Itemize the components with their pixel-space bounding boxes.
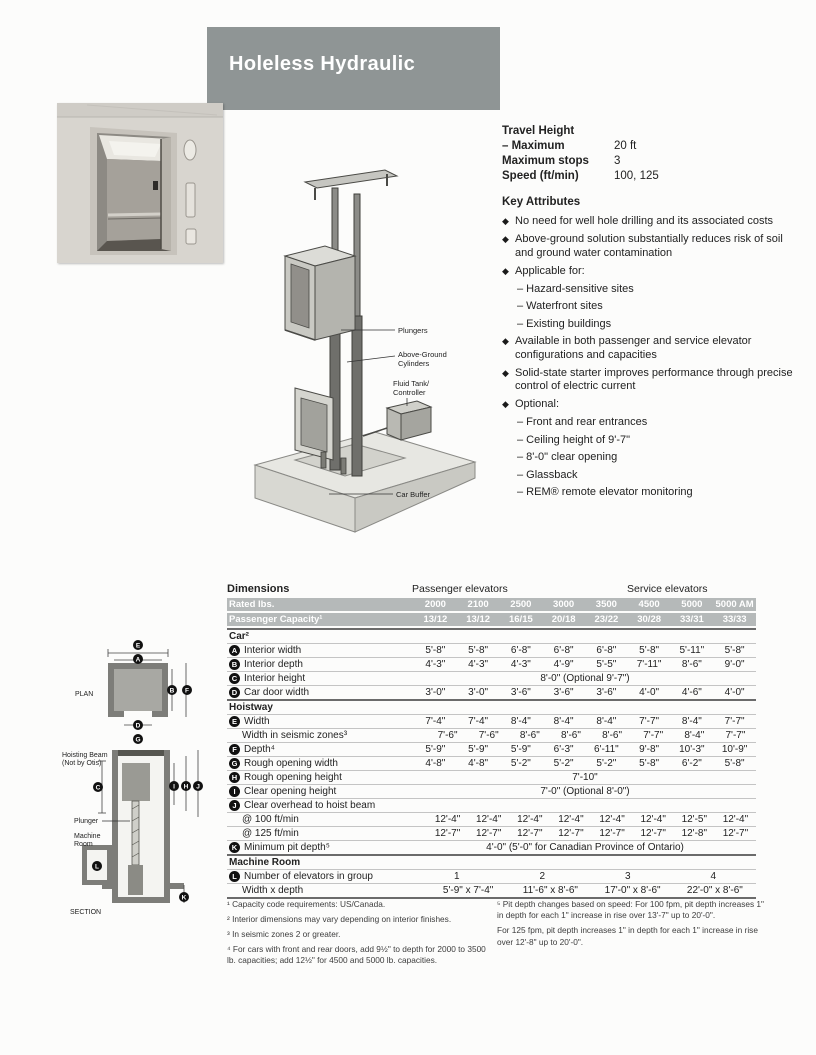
row-label: D Car door width (227, 687, 414, 698)
elevator-photo (57, 103, 223, 263)
svg-text:Controller: Controller (393, 388, 426, 397)
row-cell: 6'-8" (553, 645, 574, 656)
car-buffer-label: Car Buffer (396, 490, 431, 499)
row-label: L Number of elevators in group (227, 871, 414, 882)
diamond-bullet-icon: ◆ (502, 265, 509, 276)
svg-text:(Not by Otis): (Not by Otis) (62, 760, 102, 767)
plan-letter-D: D (135, 722, 141, 730)
row-label: G Rough opening width (227, 758, 414, 769)
row-cell: 6'-3" (553, 744, 574, 755)
row-cell: 12'-4" (558, 814, 584, 825)
row-cell: 8'-4" (553, 716, 574, 727)
circled-letter-I: I (229, 786, 240, 797)
row-cell: 12'-7" (475, 828, 502, 839)
attribute-subitem: – Front and rear entrances (517, 416, 648, 428)
row-label: Width in seismic zones³ (242, 730, 348, 741)
table-row (227, 714, 756, 728)
row-label: @ 125 ft/min (242, 828, 299, 839)
footnote: ¹ Capacity code requirements: US/Canada. (227, 899, 386, 909)
row-cell: 3'-0" (468, 687, 489, 698)
machine-room-label: Machine (74, 833, 101, 840)
specs-rows (502, 139, 782, 184)
row-label: F Depth⁴ (227, 744, 414, 755)
row-cell: 5'-8" (724, 645, 745, 656)
row-cell: 5'-11" (679, 645, 705, 656)
row-cell: 5'-9" (468, 744, 489, 755)
row-cell: 5'-2" (510, 758, 531, 769)
attribute-item (502, 215, 794, 229)
attribute-text: Available in both passenger and service elevator configurations and capacities (515, 335, 752, 361)
table-band-row (227, 613, 756, 626)
table-row (227, 798, 756, 812)
circled-letter-J: J (229, 800, 240, 811)
table-row (227, 883, 756, 897)
row-span-value: 8'-0" (Optional 9'-7") (540, 673, 630, 684)
row-label: H Rough opening height (227, 772, 414, 783)
row-cell: 4'-3" (510, 659, 531, 670)
circled-letter-F: F (229, 744, 240, 755)
circled-letter-K: K (229, 842, 240, 853)
row-cell: 8'-4" (684, 730, 705, 741)
row-cell: 4'-0" (724, 687, 745, 698)
row-cell: 5'-8" (639, 645, 660, 656)
footnotes-left (227, 899, 492, 970)
circled-letter-C: C (229, 673, 240, 684)
table-section-header: Hoistway (227, 699, 756, 714)
row-cell: 10'-3" (679, 744, 705, 755)
circled-letter-H: H (229, 772, 240, 783)
band-cell: 2500 (510, 599, 532, 610)
attribute-subitem: – Ceiling height of 9'-7" (517, 433, 631, 446)
row-cell: 6'-8" (596, 645, 617, 656)
row-cell: 5'-5" (596, 659, 617, 670)
service-elevators-header: Service elevators (627, 583, 708, 595)
row-cell: 12'-7" (640, 828, 666, 839)
band-cell: 5000 (681, 599, 703, 610)
row-cell: 4'-8" (468, 758, 489, 769)
table-row (227, 742, 756, 756)
table-row (227, 728, 756, 742)
specs-block (502, 124, 782, 184)
diamond-bullet-icon: ◆ (502, 336, 509, 346)
row-cell: 6'-8" (510, 645, 531, 656)
spec-label: – Maximum (502, 140, 565, 152)
row-label: B Interior depth (227, 659, 414, 670)
circled-letter-D: D (229, 687, 240, 698)
row-cell: 1 (453, 871, 460, 882)
attribute-item (502, 367, 794, 394)
attribute-text: No need for well hole drilling and its associated costs (515, 215, 774, 227)
call-button-fixture (186, 229, 196, 244)
row-cell: 4'-3" (425, 659, 446, 670)
row-cell: 6'-11" (594, 744, 619, 755)
svg-text:Cylinders: Cylinders (398, 359, 430, 368)
circled-letter-E: E (229, 716, 240, 727)
table-row (227, 756, 756, 770)
plunger-label: Plunger (74, 818, 99, 825)
attribute-text: Above-ground solution substantially reduces risk of soil and ground water contamination (515, 233, 783, 259)
attribute-subitem: – 8'-0" clear opening (517, 451, 618, 463)
attribute-item (502, 233, 794, 260)
attribute-subitem: – Existing buildings (517, 317, 612, 330)
row-label: J Clear overhead to hoist beam (227, 800, 414, 811)
row-cell: 5'-9" x 7'-4" (442, 885, 494, 896)
diamond-bullet-icon: ◆ (502, 234, 509, 244)
row-cell: 4'-6" (681, 687, 702, 698)
row-label: C Interior height (227, 673, 414, 684)
spec-label: Maximum stops (502, 155, 589, 167)
row-cell: 5'-9" (510, 744, 531, 755)
fluid-tank-label: Fluid Tank/ (393, 379, 430, 388)
spec-row (502, 139, 782, 154)
row-cell: 4'-9" (553, 659, 574, 670)
row-cell: 8'-6" (519, 730, 540, 741)
row-cell: 12'-7" (558, 828, 584, 839)
row-cell: 4 (710, 871, 717, 882)
passenger-elevators-header: Passenger elevators (412, 583, 508, 595)
row-cell: 4'-8" (425, 758, 446, 769)
row-cell: 3'-6" (510, 687, 531, 698)
row-cell: 12'-7" (599, 828, 625, 839)
hall-lantern (184, 140, 196, 160)
band-cell: 30/28 (637, 614, 662, 625)
key-attributes-list (502, 215, 794, 499)
row-span-value: 7'-10" (572, 772, 598, 783)
row-cell: 12'-4" (722, 814, 749, 825)
table-title: Dimensions (227, 583, 290, 595)
spec-value: 100, 125 (614, 170, 659, 182)
row-cell: 5'-8" (639, 758, 660, 769)
table-row (227, 770, 756, 784)
row-cell: 5'-9" (425, 744, 446, 755)
band-cell: 5000 AM (715, 599, 754, 610)
band-cell: 33/31 (679, 614, 704, 625)
spec-value: 20 ft (614, 140, 637, 152)
row-label: I Clear opening height (227, 786, 414, 797)
row-cell: 12'-4" (517, 814, 543, 825)
row-cell: 17'-0" x 8'-6" (604, 885, 661, 896)
band-cell: 13/12 (466, 614, 491, 625)
row-cell: 3'-6" (553, 687, 574, 698)
row-cell: 12'-4" (640, 814, 666, 825)
row-span-value: 4'-0" (5'-0" for Canadian Province of Ontario) (486, 842, 684, 853)
table-section-header: Car² (227, 628, 756, 643)
row-cell: 12'-4" (599, 814, 625, 825)
diamond-bullet-icon: ◆ (502, 399, 509, 409)
table-row (227, 671, 756, 685)
row-cell: 11'-6" x 8'-6" (522, 885, 578, 896)
hydraulic-system-diagram (237, 160, 492, 565)
row-label: A Interior width (227, 645, 414, 656)
row-cell: 3'-6" (596, 687, 617, 698)
section-letter-K: K (181, 894, 187, 902)
row-cell: 7'-7" (725, 730, 746, 741)
band-cell: 13/12 (423, 614, 448, 625)
band-cell: 20/18 (551, 614, 576, 625)
table-row (227, 657, 756, 671)
dimensions-table (227, 583, 756, 899)
spec-row (502, 154, 782, 169)
row-cell: 8'-4" (510, 716, 531, 727)
row-cell: 7'-7" (643, 730, 664, 741)
row-label: Width x depth (242, 885, 304, 896)
table-row (227, 685, 756, 699)
row-cell: 12'-4" (475, 814, 502, 825)
plan-letter-F: F (185, 687, 189, 695)
row-cell: 8'-6" (681, 659, 702, 670)
row-cell: 22'-0" x 8'-6" (686, 885, 743, 896)
band-label: Rated lbs. (229, 599, 275, 610)
key-attributes-heading: Key Attributes (502, 196, 581, 208)
band-cell: 3500 (595, 599, 617, 610)
row-label: E Width (227, 716, 414, 727)
row-cell: 7'-6" (478, 730, 499, 741)
row-cell: 2 (539, 871, 546, 882)
car-operating-panel (153, 181, 158, 190)
circled-letter-A: A (229, 645, 240, 656)
table-row (227, 643, 756, 657)
row-cell: 10'-9" (721, 744, 748, 755)
table-row (227, 784, 756, 798)
plungers-label: Plungers (398, 326, 428, 335)
attribute-subitem: – Hazard-sensitive sites (517, 282, 634, 295)
row-cell: 5'-2" (596, 758, 617, 769)
row-cell: 7'-7" (724, 716, 745, 727)
row-cell: 3 (624, 871, 631, 882)
row-label: K Minimum pit depth⁵ (227, 842, 414, 853)
footnote: ³ In seismic zones 2 or greater. (227, 928, 341, 939)
spec-label: Speed (ft/min) (502, 170, 579, 182)
table-row (227, 869, 756, 883)
row-cell: 5'-2" (553, 758, 574, 769)
attribute-item (502, 335, 794, 362)
row-cell: 4'-0" (639, 687, 660, 698)
key-attributes (502, 196, 794, 504)
plan-label: PLAN (75, 691, 94, 698)
table-section-header: Machine Room (227, 854, 756, 869)
car-buffer-left (321, 452, 326, 468)
section-label: SECTION (70, 909, 102, 916)
row-cell: 8'-6" (560, 730, 581, 741)
row-cell: 5'-8" (425, 645, 446, 656)
spec-value: 3 (614, 155, 621, 167)
table-band-row (227, 598, 756, 611)
section-letter-H: H (183, 783, 189, 791)
band-cell: 2100 (467, 599, 489, 610)
row-cell: 9'-8" (639, 744, 660, 755)
plan-letter-B: B (169, 687, 175, 695)
row-cell: 12'-7" (722, 828, 749, 839)
footnotes-right (497, 899, 769, 952)
band-cell: 23/22 (594, 614, 619, 625)
row-label: @ 100 ft/min (242, 814, 299, 825)
section-shaft (102, 750, 184, 903)
plan-shaft (108, 663, 168, 717)
band-cell: 33/33 (722, 614, 747, 625)
footnote: ⁵ Pit depth changes based on speed: For 100 fpm, pit depth increases 1" in depth for each 1" increase in rise over 13'-7" up to 20'-0". (497, 899, 764, 921)
hoistway-entrance (295, 388, 333, 460)
hoist-beam (305, 170, 397, 188)
plan-section-diagrams (50, 633, 226, 930)
row-cell: 9'-0" (724, 659, 745, 670)
circled-letter-G: G (229, 758, 240, 769)
row-cell: 12'-4" (434, 814, 461, 825)
footnote: For 125 fpm, pit depth increases 1" in depth for each 1" increase in rise over 12'-8" up to 20'-0". (497, 925, 758, 947)
row-cell: 7'-11" (636, 659, 662, 670)
band-cell: 4500 (638, 599, 660, 610)
section-letter-J: J (196, 783, 200, 791)
plan-letter-A: A (135, 656, 141, 664)
row-cell: 7'-4" (425, 716, 446, 727)
attribute-text: Applicable for: (515, 264, 585, 277)
attribute-subitem: – Waterfront sites (517, 300, 603, 312)
section-letter-L: L (95, 863, 99, 871)
row-cell: 5'-8" (468, 645, 489, 656)
car-buffer-right (341, 458, 346, 474)
elevator-car (285, 246, 355, 340)
hoisting-beam-label: Hoisting Beam (62, 752, 108, 759)
row-cell: 8'-6" (602, 730, 623, 741)
band-cell: 3000 (553, 599, 575, 610)
attribute-subitem: – Glassback (517, 468, 578, 481)
row-cell: 12'-5" (681, 814, 708, 825)
row-span-value: 7'-0" (Optional 8'-0") (540, 786, 630, 797)
circled-letter-B: B (229, 659, 240, 670)
attribute-item (502, 398, 794, 412)
row-cell: 12'-7" (517, 828, 543, 839)
svg-text:Room: Room (74, 841, 93, 848)
plan-letter-G: G (135, 736, 141, 744)
plan-letter-E: E (135, 642, 141, 650)
attribute-item (502, 265, 794, 279)
row-cell: 6'-2" (681, 758, 702, 769)
row-cell: 8'-4" (681, 716, 702, 727)
band-cell: 2000 (424, 599, 446, 610)
attribute-subitem: – REM® remote elevator monitoring (517, 486, 693, 498)
footnote: ⁴ For cars with front and rear doors, add 9½" to depth for 2000 to 3500 lb. capacities; add 12½" for 4500 and 5000 lb. capacities. (227, 943, 486, 966)
dimensions-table-body (227, 598, 756, 897)
above-ground-cylinders-label: Above-Ground (398, 350, 447, 359)
row-cell: 3'-0" (425, 687, 446, 698)
attribute-text: Optional: (515, 398, 560, 410)
travel-height-heading: Travel Height (502, 125, 575, 137)
row-cell: 7'-7" (639, 716, 660, 727)
band-label: Passenger Capacity¹ (229, 614, 323, 625)
row-cell: 12'-8" (681, 828, 708, 839)
table-row (227, 812, 756, 826)
attribute-text: Solid-state starter improves performance through precise control of electric current (515, 366, 793, 392)
band-cell: 16/15 (508, 614, 533, 625)
row-cell: 8'-4" (596, 716, 617, 727)
row-cell: 7'-6" (437, 730, 458, 741)
page-title: Holeless Hydraulic (229, 53, 416, 75)
row-cell: 7'-4" (468, 716, 489, 727)
section-letter-C: C (95, 784, 101, 792)
row-cell: 12'-7" (434, 828, 461, 839)
row-cell: 4'-3" (468, 659, 489, 670)
section-letter-I: I (173, 783, 175, 791)
row-cell: 5'-8" (724, 758, 745, 769)
title-banner (207, 27, 500, 110)
diamond-bullet-icon: ◆ (502, 367, 509, 378)
diamond-bullet-icon: ◆ (502, 216, 509, 226)
hall-panel (186, 183, 195, 217)
footnote: ² Interior dimensions may vary depending on interior finishes. (227, 913, 452, 924)
table-row (227, 840, 756, 854)
table-row (227, 826, 756, 840)
spec-row (502, 169, 782, 184)
circled-letter-L: L (229, 871, 240, 882)
